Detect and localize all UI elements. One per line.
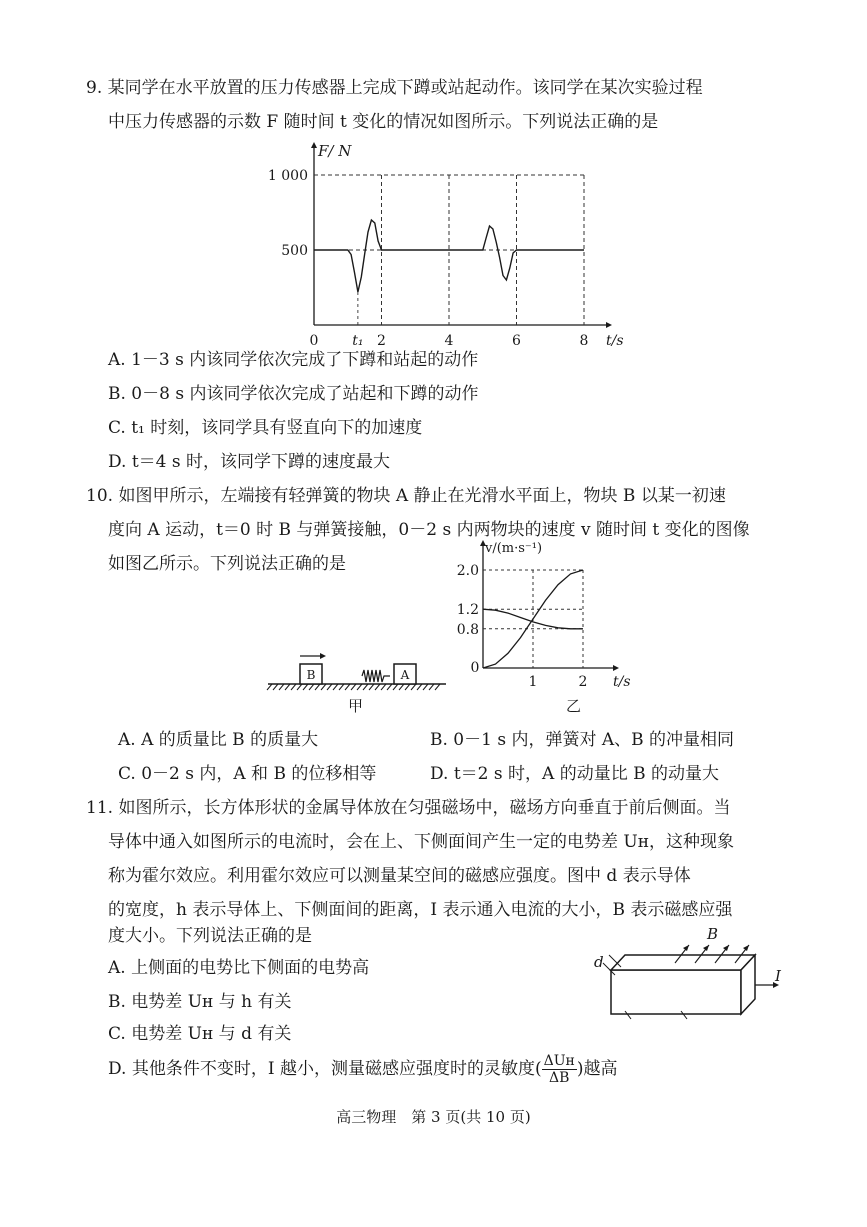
block-b-label: B [306,668,316,682]
q10-option-b[interactable]: B. 0－1 s 内，弹簧对 A、B 的冲量相同 [430,730,735,750]
q10-figure-jia [262,640,462,700]
ground-hatch [321,684,326,690]
ground-hatch [291,684,296,690]
q11-stem-line-4: 的宽度，h 表示导体上、下侧面间的距离，I 表示通入电流的大小，B 表示磁感应强 [108,900,733,920]
ground-hatch [405,684,410,690]
q9-y-tick-label: 500 [281,243,308,259]
q9-x-axis-label: t/s [606,333,624,349]
q10-option-a[interactable]: A. A 的质量比 B 的质量大 [118,730,319,750]
q11-option-d-prefix: D. 其他条件不变时，I 越小，测量磁感应强度时的灵敏度( [108,1059,542,1079]
q9-option-a[interactable]: A. 1－3 s 内该同学依次完成了下蹲和站起的动作 [108,350,479,370]
conductor-top-face [611,955,755,970]
ground-hatch [357,684,362,690]
ground-hatch [309,684,314,690]
q9-option-d[interactable]: D. t＝4 s 时，该同学下蹲的速度最大 [108,452,391,472]
ground-hatch [411,684,416,690]
q11-stem-line-3: 称为霍尔效应。利用霍尔效应可以测量某空间的磁感应强度。图中 d 表示导体 [108,866,691,886]
ground-hatch [435,684,440,690]
q10-option-c[interactable]: C. 0－2 s 内，A 和 B 的位移相等 [118,764,377,784]
ground-hatch [333,684,338,690]
q11-option-c[interactable]: C. 电势差 Uʜ 与 d 有关 [108,1024,292,1044]
q11-option-d-suffix: )越高 [576,1059,618,1079]
q9-y-arrow [311,142,317,148]
q9-x-tick-label: t₁ [352,333,364,349]
q11-stem-line-1: 11. 如图所示，长方体形状的金属导体放在匀强磁场中，磁场方向垂直于前后侧面。当 [86,798,731,818]
ground-hatch [393,684,398,690]
q11-hall-figure [585,925,785,1035]
b-label: B [707,925,719,943]
q10-option-d[interactable]: D. t＝2 s 时，A 的动量比 B 的动量大 [430,764,719,784]
ground-hatch [303,684,308,690]
q9-y-tick-label: 1 000 [267,168,308,184]
q9-stem-line-2: 中压力传感器的示数 F 随时间 t 变化的情况如图所示。下列说法正确的是 [108,112,659,132]
q11-option-a[interactable]: A. 上侧面的电势比下侧面的电势高 [108,958,370,978]
block-a-label: A [400,668,410,682]
q10-velocity-time-chart [455,540,655,690]
q11-option-b[interactable]: B. 电势差 Uʜ 与 h 有关 [108,992,292,1012]
q9-x-tick-label: 8 [579,333,589,349]
ground-hatch [363,684,368,690]
d-label: d [594,953,604,971]
ground-hatch [345,684,350,690]
q11-stem-line-2: 导体中通入如图所示的电流时，会在上、下侧面间产生一定的电势差 Uʜ，这种现象 [108,832,735,852]
q9-y-axis-label: F/ N [318,142,352,160]
q10-y-tick-label: 0.8 [456,621,479,638]
q9-x-tick-label: 0 [309,333,319,349]
i-label: I [775,967,781,985]
conductor-front-face [611,970,741,1014]
q10-caption-yi: 乙 [566,697,582,715]
q10-x-tick-label: 2 [578,674,588,690]
q10-y-axis-label: v/(m·s⁻¹) [485,541,543,556]
q9-force-time-chart [267,140,630,349]
q9-option-b[interactable]: B. 0－8 s 内该同学依次完成了站起和下蹲的动作 [108,384,479,404]
fraction-denominator: ΔB [549,1070,570,1086]
q10-stem-line-1: 10. 如图甲所示，左端接有轻弹簧的物块 A 静止在光滑水平面上，物块 B 以某一初速 [86,486,726,506]
ground-hatch [297,684,302,690]
ground-hatch [285,684,290,690]
q10-y-tick-label: 2.0 [456,563,479,579]
ground-hatch [273,684,278,690]
q9-x-tick-label: 4 [444,333,454,349]
ground-hatch [381,684,386,690]
q10-x-tick-label: 1 [528,674,538,690]
fraction-numerator: ΔUʜ [543,1053,575,1069]
ground-hatch [375,684,380,690]
ground-hatch [387,684,392,690]
q10-caption-jia: 甲 [348,697,364,715]
ground-hatch [339,684,344,690]
q9-option-c[interactable]: C. t₁ 时刻，该同学具有竖直向下的加速度 [108,418,423,438]
ground-hatch [429,684,434,690]
q10-x-axis-label: t/s [613,674,631,690]
q10-stem-line-3: 如图乙所示。下列说法正确的是 [108,554,346,574]
page-footer: 高三物理 第 3 页(共 10 页) [336,1108,531,1126]
q9-x-tick-label: 2 [377,333,386,349]
q10-x-tick-label: 0 [470,660,480,676]
q9-stem-line-1: 9. 某同学在水平放置的压力传感器上完成下蹲或站起动作。该同学在某次实验过程 [86,78,703,98]
q11-option-d[interactable] [108,1052,617,1086]
ground-hatch [423,684,428,690]
ground-hatch [417,684,422,690]
ground-hatch [369,684,374,690]
ground-hatch [279,684,284,690]
ground-hatch [267,684,272,690]
ground-hatch [399,684,404,690]
q11-stem-line-5: 度大小。下列说法正确的是 [108,926,312,946]
q10-x-arrow [613,665,619,671]
q9-x-arrow [606,322,612,328]
ground-hatch [327,684,332,690]
q11-sensitivity-fraction [542,1053,577,1086]
ground-hatch [351,684,356,690]
ground-hatch [315,684,320,690]
q9-x-tick-label: 6 [512,333,521,349]
spring [362,670,390,682]
q10-y-tick-label: 1.2 [456,602,479,619]
q10-stem-line-2: 度向 A 运动，t＝0 时 B 与弹簧接触，0－2 s 内两物块的速度 v 随时间 t 变化的图像 [108,520,750,540]
